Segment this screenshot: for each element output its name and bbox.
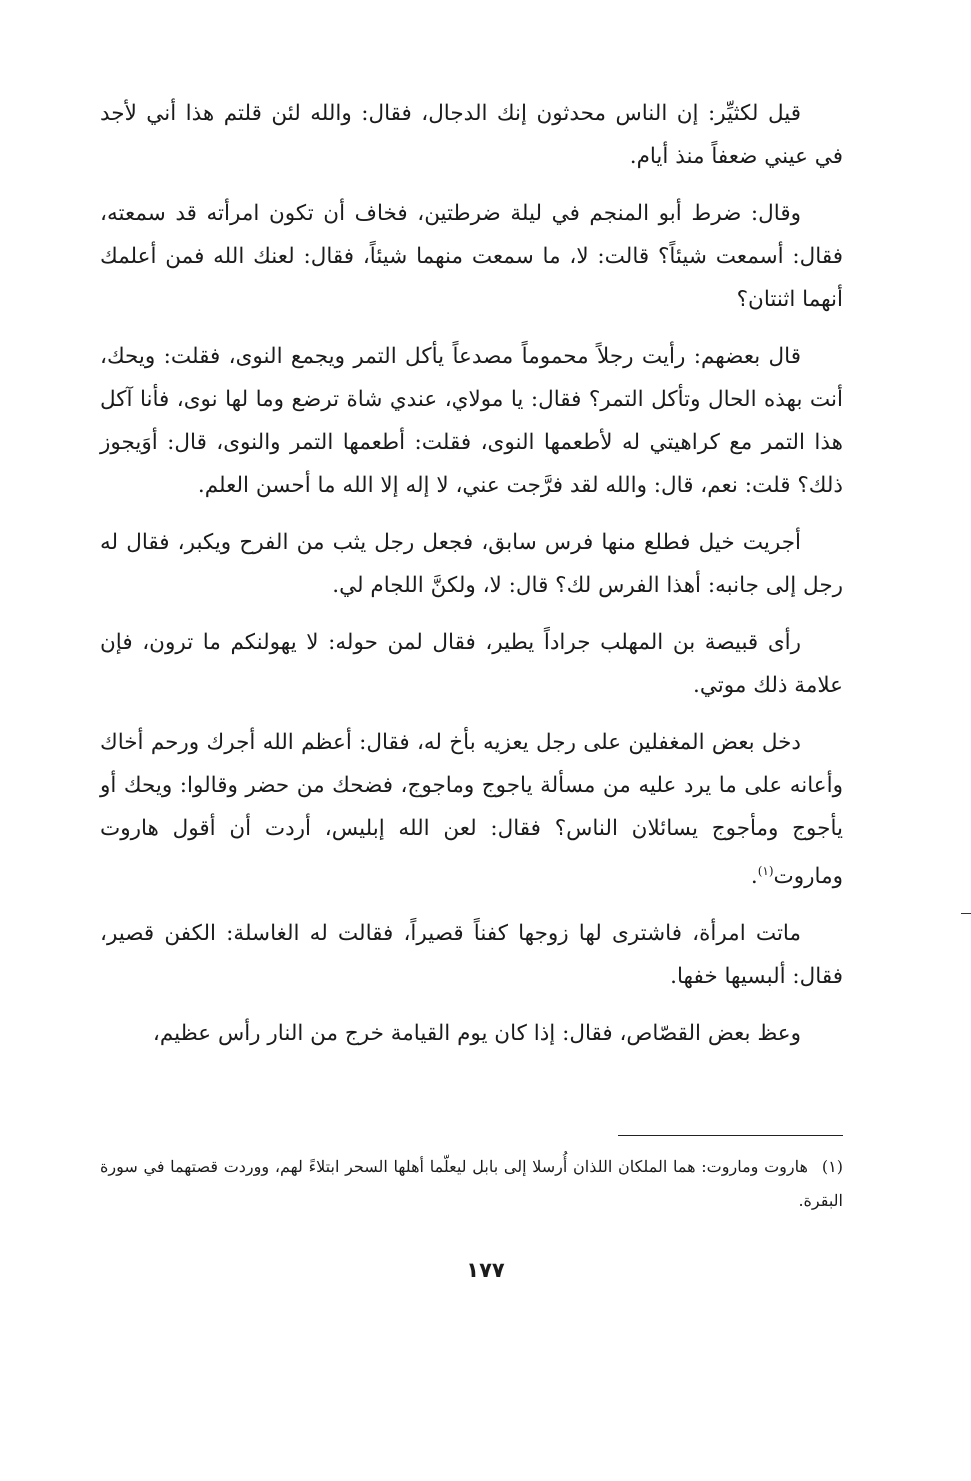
footnote-reference[interactable]: (١) [757, 864, 774, 878]
paragraph-gog-magog [100, 721, 843, 898]
page-edge-mark [961, 913, 971, 914]
paragraph-abu-al-munajjim: وقال: ضرط أبو المنجم في ليلة ضرطتين، فخاف أن تكون امرأته قد سمعته، فقال: أسمعت شيئاً؟ قالت: لا، ما سمعت منهما شيئاً، فقال: لعنك الله فمن أعلمك أنهما اثنتان؟ [100, 201, 843, 312]
footnote-divider [618, 1135, 843, 1136]
paragraph-preacher: وعظ بعض القصّاص، فقال: إذا كان يوم القيامة خرج من النار رأس عظيم، [152, 1021, 801, 1047]
paragraph-gog-magog-text: دخل بعض المغفلين على رجل يعزيه بأخ له، فقال: أعظم الله أجرك ورحم أخاك وأعانه على ما يرد عليه من مسألة ياجوج وماجوج، فضحك من حضر وقالوا: ويحك أو يأجوج ومأجوج يسائلان الناس؟ فقال: لعن الله إبليس، أردت أن أقول هاروت وماروت [100, 730, 843, 890]
footnote-text: هاروت وماروت: هما الملكان اللذان أُرسلا إلى بابل ليعلّما أهلها السحر ابتلاءً لهم، ووردت قصتهما في سورة البقرة. [100, 1157, 843, 1210]
paragraph-dates-and-pits: قال بعضهم: رأيت رجلاً محموماً مصدعاً يأكل التمر ويجمع النوى، فقلت: ويحك، أنت بهذه الحال وتأكل التمر؟ فقال: يا مولاي، عندي شاة ترضع وما لها نوى، فأنا آكل هذا التمر مع كراهيتي له لأطعمها النوى، فقلت: أطعمها التمر والنوى، قال: أوَيجوز ذلك؟ قلت: نعم، قال: والله لقد فرَّجت عني، لا إله إلا الله ما أحسن العلم. [100, 344, 843, 498]
page-number: ١٧٧ [466, 1258, 505, 1282]
paragraph-kuthayyir: قيل لكثيِّر: إن الناس محدثون إنك الدجال، فقال: والله لئن قلتم هذا أني لأجد في عيني ضعفاً منذ أيام. [100, 101, 843, 169]
footnote-number: (١) [821, 1157, 843, 1176]
paragraph-horse-race: أجريت خيل فطلع منها فرس سابق، فجعل رجل يثب من الفرح ويكبر، فقال له رجل إلى جانبه: أهذا الفرس لك؟ قال: لا، ولكنَّ اللجام لي. [100, 530, 843, 598]
footnote [100, 1150, 843, 1218]
paragraph-locusts: رأى قبيصة بن المهلب جراداً يطير، فقال لمن حوله: لا يهولنكم ما ترون، فإن علامة ذلك موتي. [100, 630, 843, 698]
paragraph-gog-magog-end: . [750, 864, 758, 890]
paragraph-short-shroud: ماتت امرأة، فاشترى لها زوجها كفناً قصيراً، فقالت له الغاسلة: الكفن قصير، فقال: ألبسيها خفها. [100, 921, 843, 990]
